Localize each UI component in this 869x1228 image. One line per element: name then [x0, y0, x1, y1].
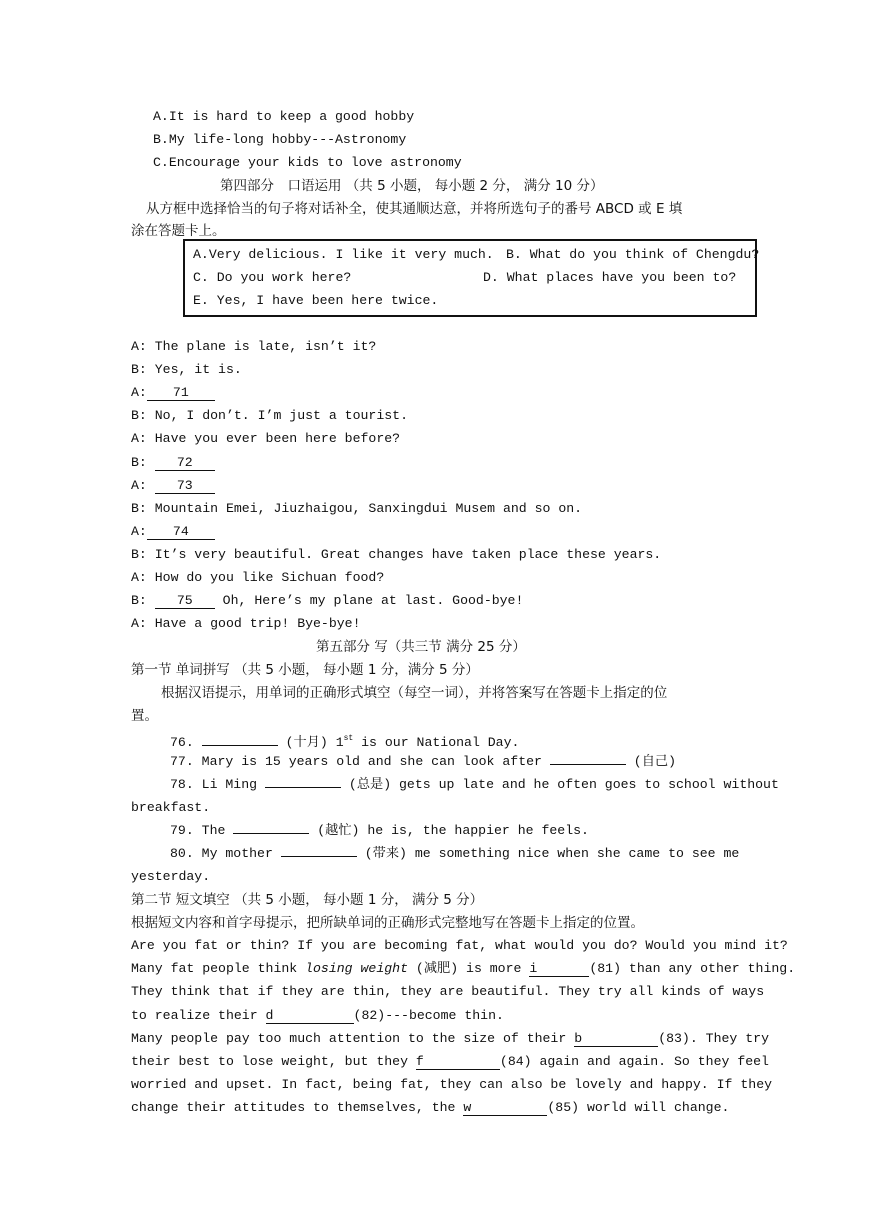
- box-option-b: B. What do you think of Chengdu?: [506, 247, 760, 262]
- question-80: 80. My mother (带来) me something nice when she came to see me: [170, 846, 740, 861]
- dialogue-line: B: 75 Oh, Here’s my plane at last. Good-bye!: [131, 593, 524, 608]
- answer-blank-71[interactable]: 71: [147, 385, 215, 401]
- option-b: B.My life-long hobby---Astronomy: [153, 132, 407, 147]
- dialogue-line: B: Yes, it is.: [131, 362, 242, 377]
- option-c: C.Encourage your kids to love astronomy: [153, 155, 462, 170]
- answer-blank-83[interactable]: b: [574, 1031, 658, 1047]
- option-a: A.It is hard to keep a good hobby: [153, 109, 415, 124]
- box-option-a: A.Very delicious. I like it very much.: [193, 247, 494, 262]
- question-78-cont: breakfast.: [131, 800, 211, 815]
- dialogue-line: A: 74: [131, 523, 215, 541]
- section2-title: 第二节 短文填空 （共 5 小题， 每小题 1 分， 满分 5 分）: [131, 892, 484, 908]
- answer-blank-82[interactable]: d: [266, 1008, 354, 1024]
- dialogue-line: A: Have you ever been here before?: [131, 431, 401, 446]
- dialogue-line: B: It’s very beautiful. Great changes have taken place these years.: [131, 547, 662, 562]
- dialogue-line: A: Have a good trip! Bye-bye!: [131, 616, 361, 631]
- passage-line: to realize their d (82)---become thin.: [131, 1008, 504, 1023]
- answer-blank-79[interactable]: [233, 833, 309, 834]
- dialogue-line: B: 72: [131, 454, 215, 472]
- answer-blank-73[interactable]: 73: [155, 478, 215, 494]
- dialogue-line: A: The plane is late, isn’t it?: [131, 339, 377, 354]
- passage-line: their best to lose weight, but they f (84) again and again. So they feel: [131, 1054, 769, 1069]
- answer-blank-77[interactable]: [550, 764, 626, 765]
- answer-blank-85[interactable]: w: [463, 1100, 547, 1116]
- answer-blank-75[interactable]: 75: [155, 593, 215, 609]
- dialogue-line: A: How do you like Sichuan food?: [131, 570, 385, 585]
- passage-line: Are you fat or thin? If you are becoming fat, what would you do? Would you mind it?: [131, 938, 788, 953]
- passage-line: Many people pay too much attention to the size of their b (83). They try: [131, 1031, 769, 1046]
- answer-blank-74[interactable]: 74: [147, 524, 215, 540]
- question-80-cont: yesterday.: [131, 869, 211, 884]
- question-79: 79. The (越忙) he is, the happier he feels.: [170, 823, 589, 838]
- section2-instruction: 根据短文内容和首字母提示，把所缺单词的正确形式完整地写在答题卡上指定的位置。: [131, 915, 644, 931]
- box-option-c: C. Do you work here?: [193, 270, 352, 285]
- answer-blank-78[interactable]: [265, 787, 341, 788]
- part4-instruction-1: 从方框中选择恰当的句子将对话补全，使其通顺达意，并将所选句子的番号 ABCD 或 E 填: [146, 201, 683, 217]
- passage-line: change their attitudes to themselves, the w (85) world will change.: [131, 1100, 730, 1115]
- passage-line: They think that if they are thin, they are beautiful. They try all kinds of ways: [131, 984, 765, 999]
- passage-line: Many fat people think losing weight (减肥) is more i (81) than any other thing.: [131, 961, 796, 976]
- box-option-e: E. Yes, I have been here twice.: [193, 293, 439, 308]
- answer-blank-72[interactable]: 72: [155, 455, 215, 471]
- dialogue-line: B: Mountain Emei, Jiuzhaigou, Sanxingdui Musem and so on.: [131, 501, 583, 516]
- part5-title: 第五部分 写（共三节 满分 25 分）: [316, 639, 526, 655]
- question-76: 76. (十月) 1st is our National Day.: [170, 734, 520, 750]
- section1-title: 第一节 单词拼写 （共 5 小题， 每小题 1 分，满分 5 分）: [131, 662, 479, 678]
- dialogue-line: B: No, I don’t. I’m just a tourist.: [131, 408, 408, 423]
- dialogue-line: A: 73: [131, 477, 215, 495]
- part4-title: 第四部分 口语运用 （共 5 小题， 每小题 2 分， 满分 10 分）: [220, 178, 604, 194]
- question-78: 78. Li Ming (总是) gets up late and he often goes to school without: [170, 777, 779, 792]
- answer-blank-84[interactable]: f: [416, 1054, 500, 1070]
- passage-line: worried and upset. In fact, being fat, they can also be lovely and happy. If they: [131, 1077, 773, 1092]
- section1-instruction-2: 置。: [131, 708, 158, 724]
- dialogue-line: A: 71: [131, 384, 215, 402]
- question-77: 77. Mary is 15 years old and she can look after (自己): [170, 754, 676, 769]
- answer-blank-80[interactable]: [281, 856, 357, 857]
- answer-blank-81[interactable]: i: [529, 961, 589, 977]
- answer-blank-76[interactable]: [202, 745, 278, 746]
- part4-instruction-2: 涂在答题卡上。: [131, 223, 226, 239]
- box-option-d: D. What places have you been to?: [483, 270, 737, 285]
- section1-instruction-1: 根据汉语提示，用单词的正确形式填空（每空一词），并将答案写在答题卡上指定的位: [161, 685, 668, 701]
